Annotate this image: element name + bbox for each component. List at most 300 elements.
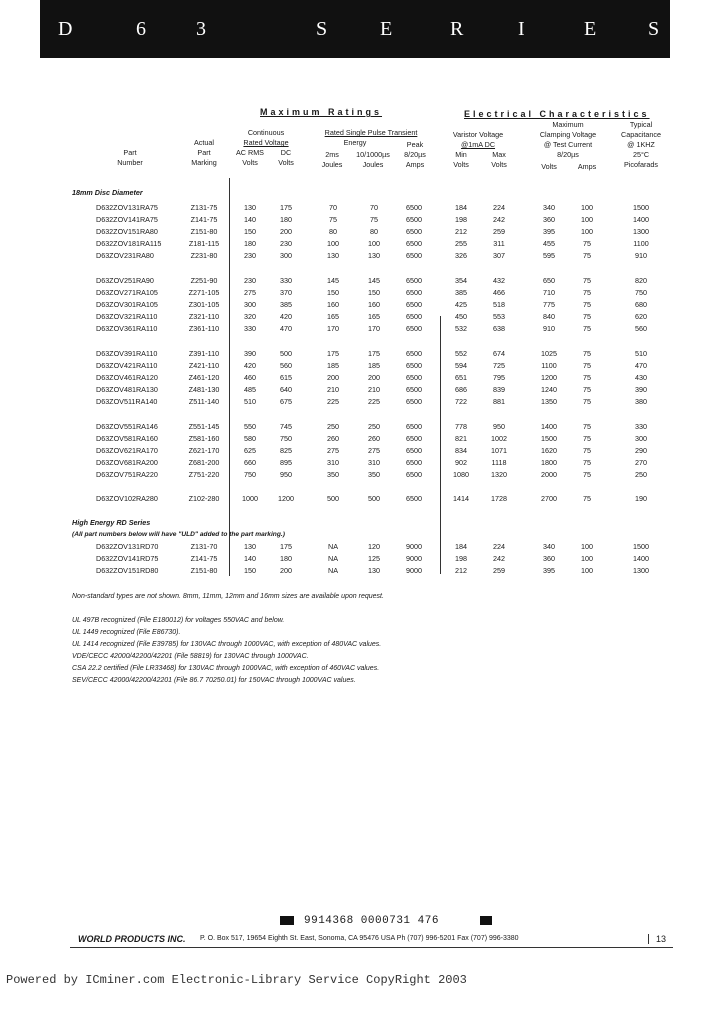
powered-by-line: Powered by ICminer.com Electronic-Library Service CopyRight 2003	[6, 973, 467, 987]
table-cell: 354	[455, 276, 467, 285]
table-cell: 1002	[491, 434, 507, 443]
table-row	[0, 542, 720, 552]
table-cell: 300	[244, 300, 256, 309]
table-cell: 75	[583, 446, 591, 455]
table-cell: 1300	[633, 227, 649, 236]
table-cell: 150	[244, 227, 256, 236]
table-cell: 170	[368, 324, 380, 333]
table-cell: 615	[280, 373, 292, 382]
table-cell: 100	[581, 227, 593, 236]
table-cell: 395	[543, 566, 555, 575]
banner-letter: E	[584, 18, 598, 40]
page-number: 13	[648, 934, 673, 944]
banner-letter: 3	[196, 18, 207, 40]
table-cell: 1100	[541, 361, 557, 370]
table-cell: 180	[280, 215, 292, 224]
table-cell: 75	[583, 422, 591, 431]
table-cell: 710	[543, 288, 555, 297]
table-row	[0, 300, 720, 310]
table-cell: 212	[455, 566, 467, 575]
table-cell: 320	[244, 312, 256, 321]
barcode-block	[480, 916, 492, 925]
table-cell: 100	[581, 566, 593, 575]
table-cell: Z481-130	[188, 385, 220, 394]
table-cell: 9000	[406, 542, 422, 551]
table-cell: 259	[493, 227, 505, 236]
table-cell: 75	[583, 251, 591, 260]
table-cell: D632ZOV151RA80	[96, 227, 158, 236]
table-cell: 184	[455, 203, 467, 212]
table-cell: 420	[244, 361, 256, 370]
table-cell: 100	[327, 239, 339, 248]
table-cell: 1320	[491, 470, 507, 479]
table-cell: Z131-75	[190, 203, 218, 212]
table-cell: 70	[370, 203, 378, 212]
table-cell: Z271-105	[188, 288, 220, 297]
banner-letter: I	[518, 18, 526, 40]
table-cell: 1000	[242, 494, 258, 503]
table-cell: 430	[635, 373, 647, 382]
table-cell: 255	[455, 239, 467, 248]
table-cell: 242	[493, 554, 505, 563]
table-cell: 212	[455, 227, 467, 236]
table-cell: 130	[244, 542, 256, 551]
table-cell: 307	[493, 251, 505, 260]
table-cell: Z131-70	[190, 542, 218, 551]
table-row	[0, 446, 720, 456]
table-cell: 310	[368, 458, 380, 467]
table-cell: 674	[493, 349, 505, 358]
table-cell: 225	[327, 397, 339, 406]
clamping-header: Maximum Clamping Voltage @ Test Current 8/20µs	[539, 120, 597, 159]
table-cell: 165	[368, 312, 380, 321]
table-cell: D63ZOV102RA280	[96, 494, 158, 503]
table-cell: 750	[635, 288, 647, 297]
table-cell: 825	[280, 446, 292, 455]
table-cell: 795	[493, 373, 505, 382]
table-row	[0, 227, 720, 237]
table-cell: 1080	[453, 470, 469, 479]
table-cell: 1620	[541, 446, 557, 455]
table-cell: 640	[280, 385, 292, 394]
table-cell: 455	[543, 239, 555, 248]
group1-title: 18mm Disc Diameter	[72, 188, 143, 197]
table-cell: 311	[493, 239, 505, 248]
table-cell: Z251-90	[190, 276, 218, 285]
table-row	[0, 434, 720, 444]
table-cell: 6500	[406, 385, 422, 394]
group2-note: (All part numbers below will have "ULD" added to the part marking.)	[72, 531, 285, 538]
table-cell: 470	[280, 324, 292, 333]
table-cell: 390	[244, 349, 256, 358]
table-row	[0, 312, 720, 322]
table-cell: 75	[583, 349, 591, 358]
table-cell: 175	[280, 203, 292, 212]
table-cell: 650	[543, 276, 555, 285]
table-cell: D632ZOV141RD75	[96, 554, 159, 563]
table-cell: 6500	[406, 446, 422, 455]
table-cell: 6500	[406, 251, 422, 260]
table-cell: 1025	[541, 349, 557, 358]
table-cell: 722	[455, 397, 467, 406]
table-cell: 165	[327, 312, 339, 321]
table-cell: D63ZOV621RA170	[96, 446, 158, 455]
table-cell: 420	[280, 312, 292, 321]
actual-marking-header: Actual Part Marking	[191, 138, 217, 167]
banner-letter: D	[58, 18, 74, 40]
table-cell: 6500	[406, 434, 422, 443]
table-cell: 6500	[406, 215, 422, 224]
table-cell: 150	[244, 566, 256, 575]
table-cell: 1800	[541, 458, 557, 467]
electrical-heading: Electrical Characteristics	[464, 109, 650, 119]
table-cell: 145	[327, 276, 339, 285]
table-cell: 75	[583, 239, 591, 248]
table-cell: NA	[328, 542, 338, 551]
table-cell: 200	[280, 566, 292, 575]
table-cell: 432	[493, 276, 505, 285]
table-cell: 385	[280, 300, 292, 309]
table-cell: 210	[368, 385, 380, 394]
table-cell: 210	[327, 385, 339, 394]
table-cell: 625	[244, 446, 256, 455]
table-row	[0, 458, 720, 468]
table-cell: 250	[327, 422, 339, 431]
table-cell: 834	[455, 446, 467, 455]
table-cell: 6500	[406, 239, 422, 248]
table-row	[0, 215, 720, 225]
table-cell: 6500	[406, 288, 422, 297]
table-cell: 385	[455, 288, 467, 297]
table-cell: Z321-110	[188, 312, 220, 321]
table-cell: 230	[244, 251, 256, 260]
table-cell: 620	[635, 312, 647, 321]
table-cell: 175	[280, 542, 292, 551]
table-row	[0, 324, 720, 334]
table-cell: 310	[327, 458, 339, 467]
table-cell: 510	[635, 349, 647, 358]
table-cell: 80	[370, 227, 378, 236]
table-row	[0, 470, 720, 480]
table-cell: 259	[493, 566, 505, 575]
table-cell: 75	[583, 434, 591, 443]
table-cell: 170	[327, 324, 339, 333]
table-cell: D63ZOV681RA200	[96, 458, 158, 467]
approval-line: VDE/CECC 42000/42200/42201 (File 58819) for 130VAC through 1000VAC.	[72, 653, 309, 660]
table-cell: 2700	[541, 494, 557, 503]
table-cell: 1500	[633, 203, 649, 212]
table-row	[0, 397, 720, 407]
table-row	[0, 349, 720, 359]
banner-letter: E	[380, 18, 394, 40]
table-cell: Z141-75	[190, 554, 218, 563]
table-cell: 895	[280, 458, 292, 467]
table-cell: D632ZOV131RA75	[96, 203, 158, 212]
approval-line: CSA 22.2 certified (File LR33468) for 130VAC through 1000VAC, with exception of 460VAC values.	[72, 665, 380, 672]
table-cell: 1200	[541, 373, 557, 382]
part-number-header: Part Number	[117, 148, 143, 167]
table-cell: 230	[244, 276, 256, 285]
table-cell: 1240	[541, 385, 557, 394]
clamp-volts-header: Volts	[541, 162, 557, 171]
table-cell: 180	[244, 239, 256, 248]
table-row	[0, 373, 720, 383]
table-cell: 130	[244, 203, 256, 212]
table-cell: 230	[280, 239, 292, 248]
table-cell: 425	[455, 300, 467, 309]
clamp-amps-header: Amps	[577, 162, 597, 171]
table-cell: 75	[583, 458, 591, 467]
table-cell: 275	[327, 446, 339, 455]
table-cell: 466	[493, 288, 505, 297]
table-cell: Z681-200	[188, 458, 220, 467]
table-cell: D632ZOV181RA115	[96, 239, 162, 248]
table-cell: 160	[327, 300, 339, 309]
company-name: WORLD PRODUCTS INC.	[78, 934, 186, 944]
table-cell: 750	[244, 470, 256, 479]
table-cell: 775	[543, 300, 555, 309]
table-cell: Z151-80	[190, 566, 218, 575]
banner-letter: 6	[136, 18, 147, 40]
table-cell: 100	[581, 215, 593, 224]
energy-header: Energy	[343, 138, 367, 147]
table-cell: 6500	[406, 324, 422, 333]
table-cell: 725	[493, 361, 505, 370]
table-cell: 6500	[406, 312, 422, 321]
table-cell: 260	[327, 434, 339, 443]
table-cell: 595	[543, 251, 555, 260]
table-cell: 260	[368, 434, 380, 443]
approval-line: UL 1414 recognized (File E39785) for 130VAC through 1000VAC, with exception of 480VAC values.	[72, 641, 382, 648]
table-cell: D63ZOV511RA140	[96, 397, 158, 406]
table-cell: 75	[583, 312, 591, 321]
table-cell: 450	[455, 312, 467, 321]
table-cell: D63ZOV481RA130	[96, 385, 158, 394]
table-cell: 840	[543, 312, 555, 321]
table-cell: 224	[493, 542, 505, 551]
table-cell: 200	[280, 227, 292, 236]
table-cell: 560	[280, 361, 292, 370]
min-header: Min Volts	[453, 150, 469, 169]
table-cell: 185	[327, 361, 339, 370]
table-cell: D63ZOV461RA120	[96, 373, 158, 382]
table-cell: 330	[280, 276, 292, 285]
table-cell: 330	[244, 324, 256, 333]
table-cell: 70	[329, 203, 337, 212]
table-row	[0, 276, 720, 286]
table-cell: 360	[543, 215, 555, 224]
approval-line: UL 1449 recognized (File E86730).	[72, 629, 181, 636]
table-cell: 250	[368, 422, 380, 431]
peak-header: Peak 8/20µs Amps	[404, 140, 426, 169]
table-row	[0, 251, 720, 261]
page-footer	[70, 933, 673, 948]
table-cell: D63ZOV321RA110	[96, 312, 158, 321]
table-cell: 185	[368, 361, 380, 370]
table-cell: 145	[368, 276, 380, 285]
table-cell: 75	[583, 361, 591, 370]
table-cell: 553	[493, 312, 505, 321]
table-cell: 326	[455, 251, 467, 260]
table-cell: Z301-105	[188, 300, 220, 309]
table-cell: D63ZOV391RA110	[96, 349, 158, 358]
table-row	[0, 239, 720, 249]
table-cell: 2000	[541, 470, 557, 479]
table-cell: 180	[280, 554, 292, 563]
table-cell: 175	[368, 349, 380, 358]
table-cell: 594	[455, 361, 467, 370]
table-cell: 6500	[406, 458, 422, 467]
table-row	[0, 566, 720, 576]
table-cell: 950	[493, 422, 505, 431]
table-cell: D63ZOV551RA146	[96, 422, 158, 431]
table-cell: D63ZOV581RA160	[96, 434, 158, 443]
table-cell: 9000	[406, 566, 422, 575]
table-cell: 300	[280, 251, 292, 260]
table-cell: D63ZOV271RA105	[96, 288, 158, 297]
varistor-voltage-header: Varistor Voltage @1mA DC	[452, 130, 504, 149]
energy-2ms-header: 2ms Joules	[321, 150, 343, 169]
table-cell: 470	[635, 361, 647, 370]
max-ratings-heading: Maximum Ratings	[260, 107, 383, 117]
table-cell: 100	[581, 542, 593, 551]
barcode-number: 9914368 0000731 476	[304, 915, 439, 927]
table-cell: 950	[280, 470, 292, 479]
table-cell: 1400	[633, 215, 649, 224]
table-cell: 75	[583, 385, 591, 394]
table-cell: 340	[543, 203, 555, 212]
table-cell: 778	[455, 422, 467, 431]
continuous-header: Continuous Rated Voltage	[243, 128, 289, 147]
table-cell: 910	[543, 324, 555, 333]
table-cell: 340	[543, 542, 555, 551]
table-cell: 750	[280, 434, 292, 443]
table-cell: 100	[581, 203, 593, 212]
table-cell: 6500	[406, 361, 422, 370]
table-cell: 380	[635, 397, 647, 406]
table-cell: 6500	[406, 422, 422, 431]
table-cell: 190	[635, 494, 647, 503]
table-cell: 1100	[633, 239, 649, 248]
rated-pulse-header: Rated Single Pulse Transient	[324, 128, 418, 137]
table-cell: D632ZOV131RD70	[96, 542, 159, 551]
table-cell: 275	[368, 446, 380, 455]
table-cell: 1400	[541, 422, 557, 431]
table-cell: Z421-110	[188, 361, 220, 370]
table-row	[0, 203, 720, 213]
table-cell: 560	[635, 324, 647, 333]
table-cell: 75	[583, 288, 591, 297]
table-cell: 550	[244, 422, 256, 431]
table-cell: 902	[455, 458, 467, 467]
table-cell: 198	[455, 554, 467, 563]
table-cell: 6500	[406, 276, 422, 285]
table-cell: 242	[493, 215, 505, 224]
approval-line: UL 497B recognized (File E180012) for voltages 550VAC and below.	[72, 617, 285, 624]
table-cell: D63ZOV421RA110	[96, 361, 158, 370]
table-cell: Z181-115	[188, 239, 220, 248]
table-cell: 130	[327, 251, 339, 260]
barcode-block	[280, 916, 294, 925]
capacitance-header: Typical Capacitance @ 1KHZ 25°C Picofarads	[621, 120, 661, 169]
table-cell: Z581-160	[188, 434, 220, 443]
table-cell: D632ZOV141RA75	[96, 215, 158, 224]
max-header: Max Volts	[491, 150, 507, 169]
table-cell: 821	[455, 434, 467, 443]
group2-title: High Energy RD Series	[72, 518, 151, 527]
table-cell: 120	[368, 542, 380, 551]
table-cell: 500	[368, 494, 380, 503]
nonstandard-note: Non-standard types are not shown. 8mm, 11mm, 12mm and 16mm sizes are available upon request.	[72, 593, 384, 600]
table-cell: Z461-120	[188, 373, 220, 382]
table-cell: 140	[244, 554, 256, 563]
table-cell: 675	[280, 397, 292, 406]
table-cell: 6500	[406, 227, 422, 236]
table-cell: 270	[635, 458, 647, 467]
table-cell: 9000	[406, 554, 422, 563]
table-cell: 680	[635, 300, 647, 309]
table-cell: 820	[635, 276, 647, 285]
table-cell: 350	[368, 470, 380, 479]
table-cell: 150	[327, 288, 339, 297]
table-cell: 1728	[491, 494, 507, 503]
table-cell: 6500	[406, 494, 422, 503]
table-cell: 651	[455, 373, 467, 382]
table-cell: 1118	[491, 458, 507, 467]
dc-header: DC Volts	[278, 148, 294, 167]
table-cell: 390	[635, 385, 647, 394]
table-cell: 130	[368, 566, 380, 575]
table-cell: Z751-220	[188, 470, 220, 479]
table-cell: 80	[329, 227, 337, 236]
table-cell: 75	[583, 494, 591, 503]
table-cell: D63ZOV751RA220	[96, 470, 158, 479]
table-cell: D63ZOV251RA90	[96, 276, 154, 285]
table-row	[0, 361, 720, 371]
table-row	[0, 385, 720, 395]
table-cell: 1400	[633, 554, 649, 563]
table-cell: 200	[368, 373, 380, 382]
table-cell: 532	[455, 324, 467, 333]
table-cell: 75	[583, 276, 591, 285]
table-cell: 518	[493, 300, 505, 309]
table-cell: 660	[244, 458, 256, 467]
table-row	[0, 422, 720, 432]
table-cell: 6500	[406, 300, 422, 309]
ac-rms-header: AC RMS Volts	[236, 148, 264, 167]
table-cell: 6500	[406, 373, 422, 382]
table-cell: Z551-145	[188, 422, 220, 431]
table-cell: 350	[327, 470, 339, 479]
table-cell: 910	[635, 251, 647, 260]
table-cell: 198	[455, 215, 467, 224]
table-cell: 300	[635, 434, 647, 443]
table-cell: 686	[455, 385, 467, 394]
table-cell: D632ZOV151RD80	[96, 566, 159, 575]
table-cell: 275	[244, 288, 256, 297]
table-cell: NA	[328, 566, 338, 575]
table-cell: NA	[328, 554, 338, 563]
table-cell: 1071	[491, 446, 507, 455]
table-cell: 638	[493, 324, 505, 333]
table-cell: 140	[244, 215, 256, 224]
table-cell: Z231-80	[190, 251, 218, 260]
table-cell: D63ZOV231RA80	[96, 251, 154, 260]
table-cell: 1414	[453, 494, 469, 503]
table-cell: 75	[583, 373, 591, 382]
table-cell: 1500	[541, 434, 557, 443]
table-cell: 1200	[278, 494, 294, 503]
